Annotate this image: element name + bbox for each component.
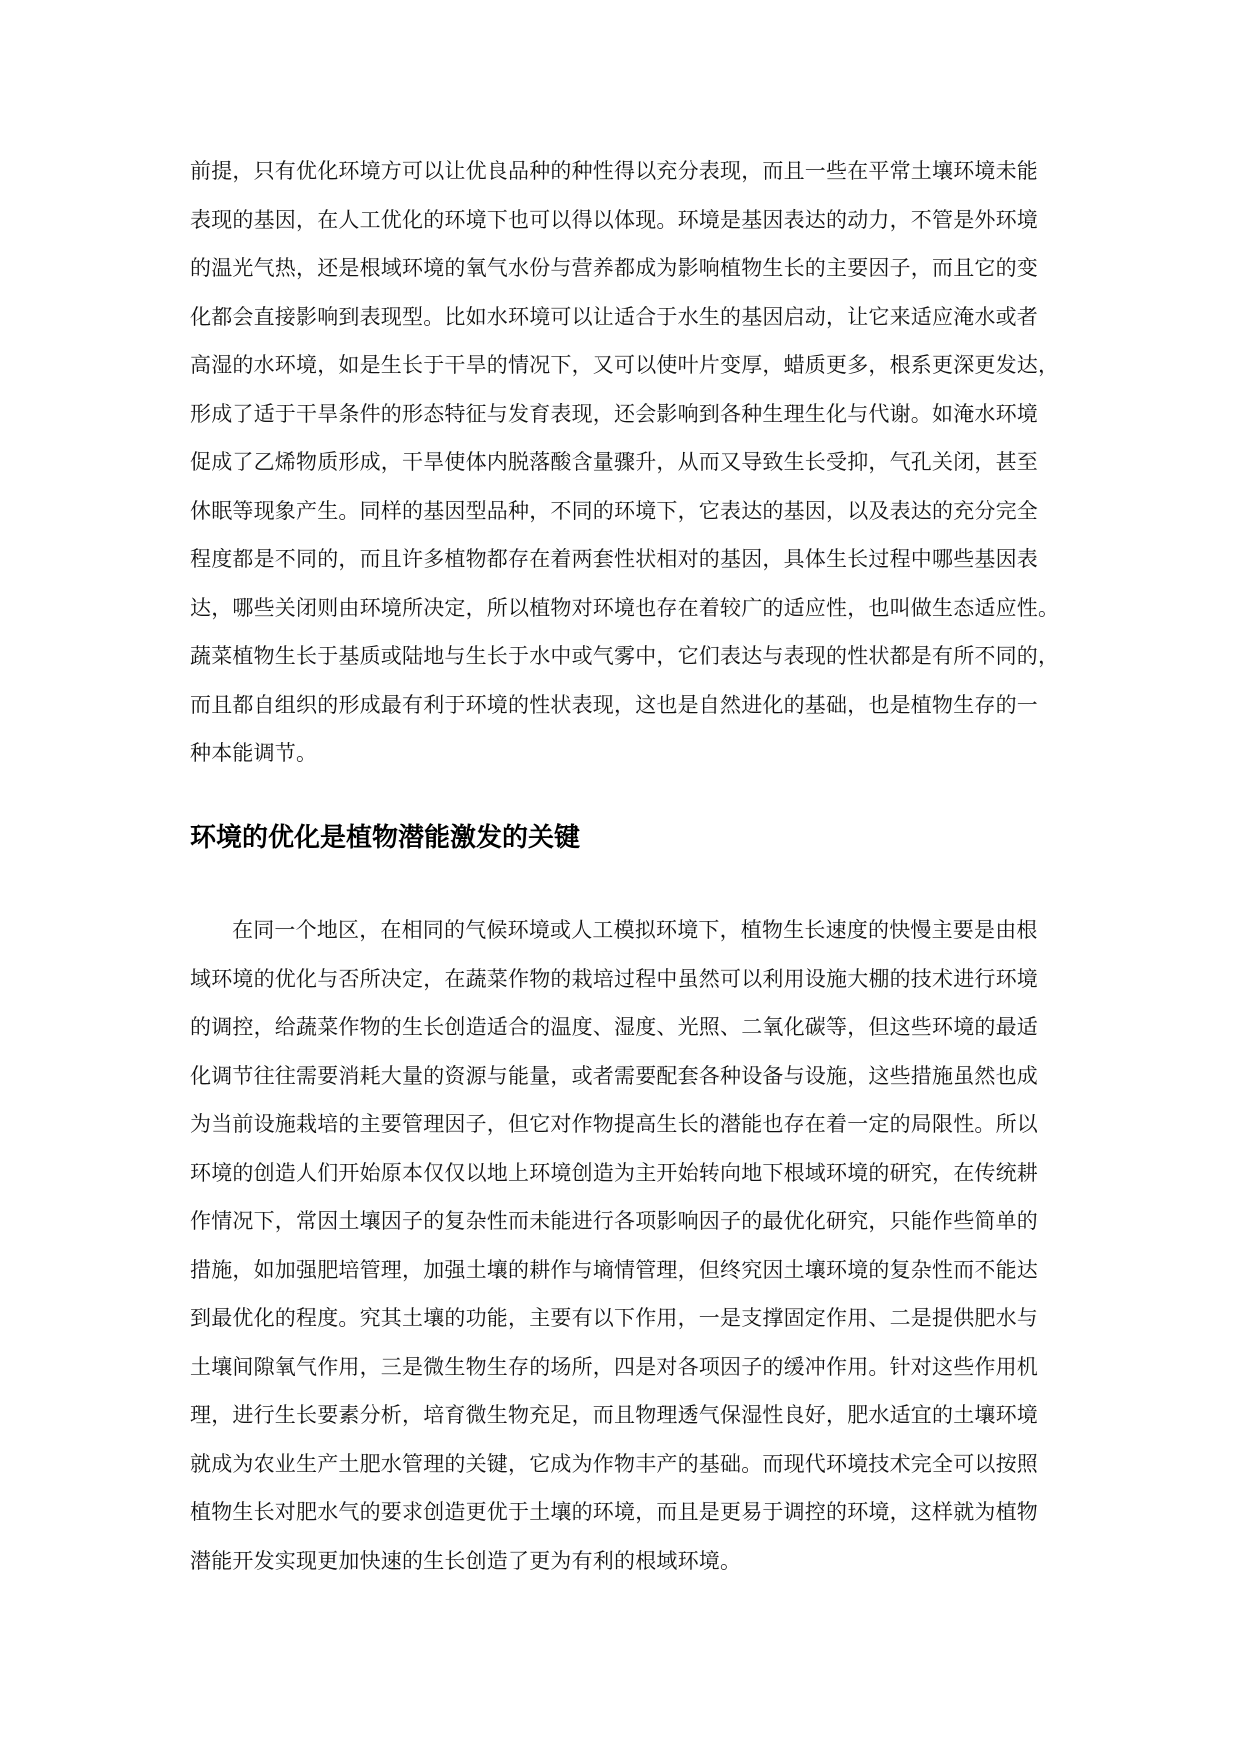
paragraph-line: 就成为农业生产土肥水管理的关键，它成为作物丰产的基础。而现代环境技术完全可以按照 [190, 1451, 1038, 1476]
paragraph-line: 措施，如加强肥培管理，加强土壤的耕作与墒情管理，但终究因土壤环境的复杂性而不能达 [190, 1257, 1038, 1282]
paragraph-line: 蔬菜植物生长于基质或陆地与生长于水中或气雾中，它们表达与表现的性状都是有所不同的， [190, 644, 1060, 668]
paragraph-line: 作情况下，常因土壤因子的复杂性而未能进行各项影响因子的最优化研究，只能作些简单的 [190, 1209, 1038, 1233]
paragraph-line: 高湿的水环境，如是生长于干旱的情况下，又可以使叶片变厚，蜡质更多，根系更深更发达， [190, 353, 1060, 377]
paragraph-line: 形成了适于干旱条件的形态特征与发育表现，还会影响到各种生理生化与代谢。如淹水环境 [190, 401, 1038, 426]
paragraph-line: 的调控，给蔬菜作物的生长创造适合的温度、湿度、光照、二氧化碳等，但这些环境的最适 [190, 1015, 1038, 1039]
paragraph-line: 达，哪些关闭则由环境所决定，所以植物对环境也存在着较广的适应性，也叫做生态适应性。 [190, 595, 1060, 620]
paragraph-line: 在同一个地区，在相同的气候环境或人工模拟环境下，植物生长速度的快慢主要是由根 [232, 918, 1038, 942]
body-paragraph-1 [190, 147, 1060, 778]
paragraph-line: 休眠等现象产生。同样的基因型品种，不同的环境下，它表达的基因，以及表达的充分完全 [190, 498, 1038, 523]
paragraph-line: 前提，只有优化环境方可以让优良品种的种性得以充分表现，而且一些在平常土壤环境未能 [190, 159, 1038, 183]
paragraph-line: 化都会直接影响到表现型。比如水环境可以让适合于水生的基因启动，让它来适应淹水或者 [190, 304, 1038, 329]
paragraph-line: 促成了乙烯物质形成，干旱使体内脱落酸含量骤升，从而又导致生长受抑，气孔关闭，甚至 [190, 450, 1038, 474]
paragraph-line: 理，进行生长要素分析，培育微生物充足，而且物理透气保湿性良好，肥水适宜的土壤环境 [190, 1403, 1038, 1427]
paragraph-line: 表现的基因，在人工优化的环境下也可以得以体现。环境是基因表达的动力，不管是外环境 [190, 207, 1038, 232]
paragraph-line: 而且都自组织的形成最有利于环境的性状表现，这也是自然进化的基础，也是植物生存的一 [190, 692, 1038, 717]
paragraph-line: 的温光气热，还是根域环境的氧气水份与营养都成为影响植物生长的主要因子，而且它的变 [190, 256, 1038, 280]
paragraph-line: 种本能调节。 [190, 741, 318, 765]
paragraph-line: 植物生长对肥水气的要求创造更优于土壤的环境，而且是更易于调控的环境，这样就为植物 [190, 1500, 1038, 1524]
section-heading: 环境的优化是植物潜能激发的关键 [190, 823, 581, 853]
paragraph-line: 为当前设施栽培的主要管理因子，但它对作物提高生长的潜能也存在着一定的局限性。所以 [190, 1112, 1038, 1136]
paragraph-line: 到最优化的程度。究其土壤的功能，主要有以下作用，一是支撑固定作用、二是提供肥水与 [190, 1306, 1038, 1330]
paragraph-line: 程度都是不同的，而且许多植物都存在着两套性状相对的基因，具体生长过程中哪些基因表 [190, 547, 1038, 571]
paragraph-line: 潜能开发实现更加快速的生长创造了更为有利的根域环境。 [190, 1548, 742, 1573]
paragraph-line: 环境的创造人们开始原本仅仅以地上环境创造为主开始转向地下根域环境的研究，在传统耕 [190, 1160, 1038, 1185]
paragraph-line: 域环境的优化与否所决定，在蔬菜作物的栽培过程中虽然可以利用设施大棚的技术进行环境 [190, 966, 1038, 991]
body-paragraph-2 [190, 906, 1060, 1585]
paragraph-line: 化调节往往需要消耗大量的资源与能量，或者需要配套各种设备与设施，这些措施虽然也成 [190, 1063, 1038, 1088]
paragraph-line: 土壤间隙氧气作用，三是微生物生存的场所，四是对各项因子的缓冲作用。针对这些作用机 [190, 1354, 1038, 1379]
